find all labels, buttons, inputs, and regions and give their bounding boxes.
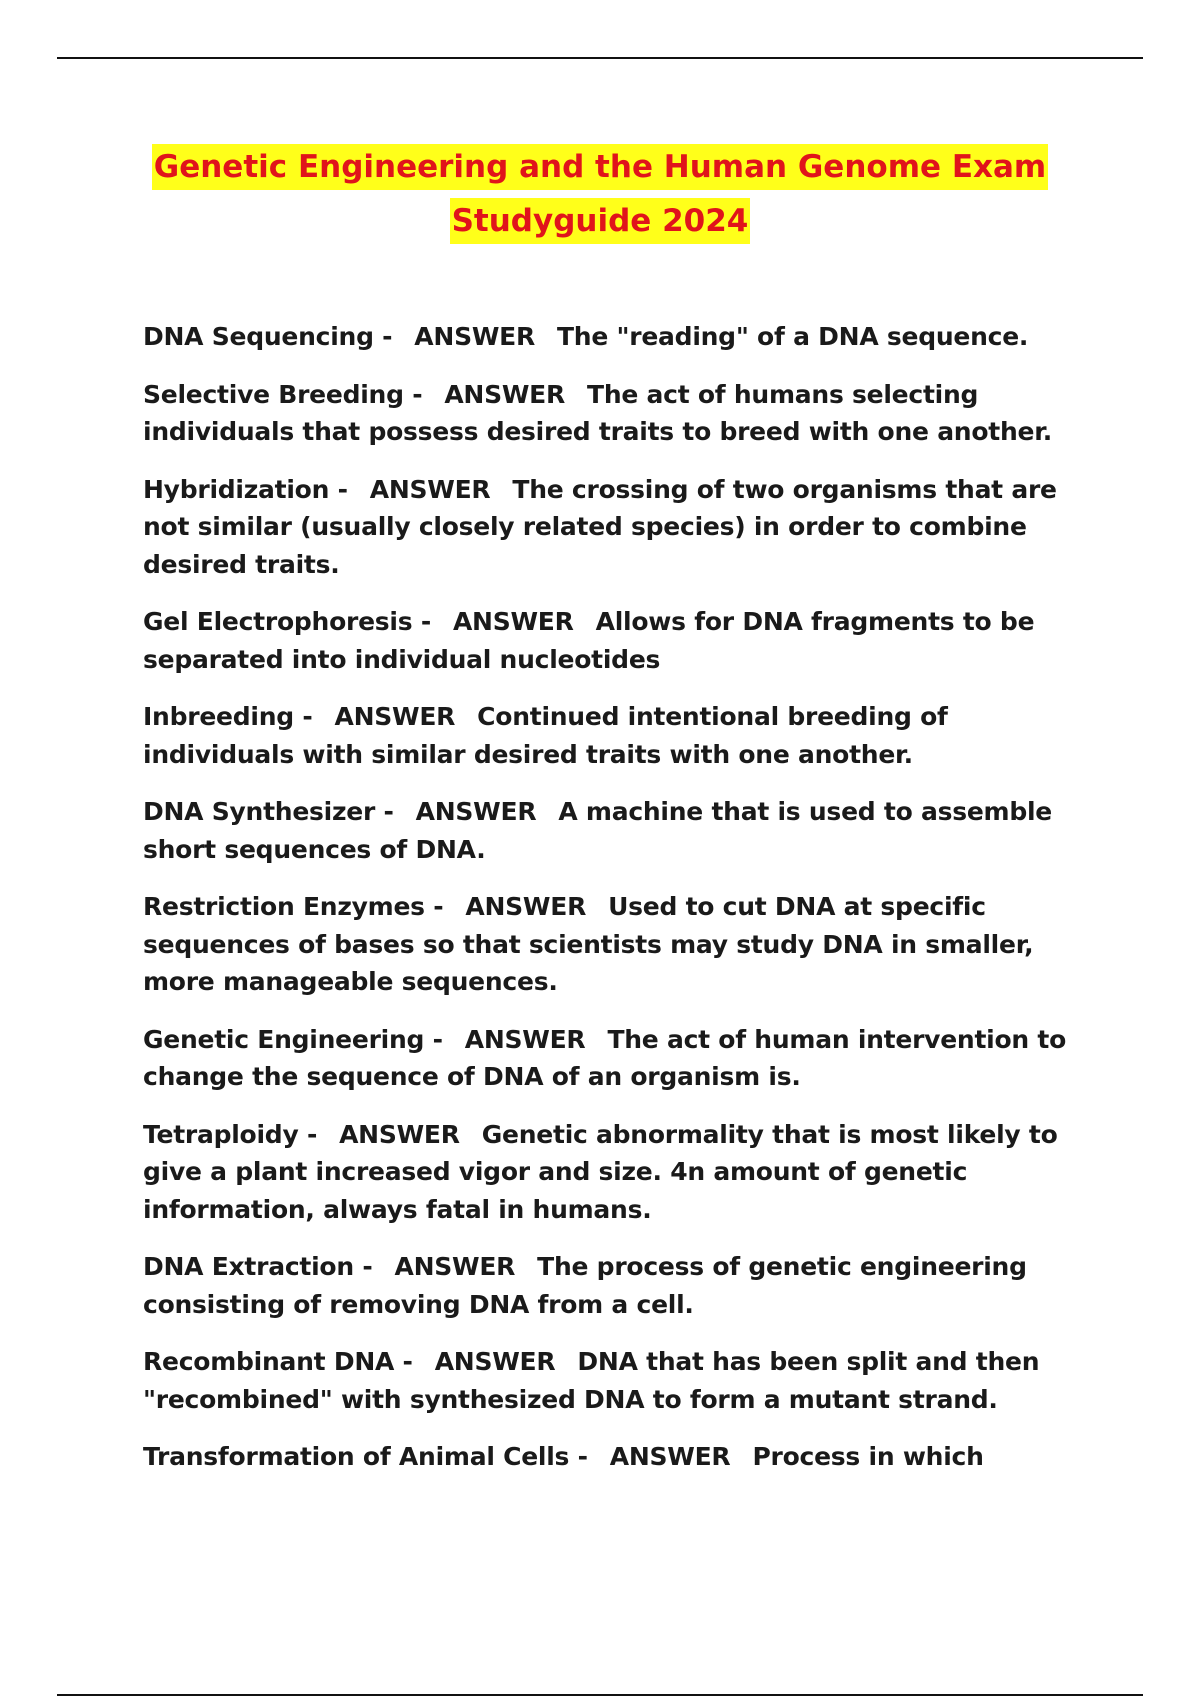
qa-entry-selective-breeding — [143, 376, 1083, 451]
document-title — [0, 140, 1200, 248]
entry-answer-label: ANSWER — [414, 322, 535, 351]
qa-entry-recombinant-dna — [143, 1343, 1083, 1418]
entry-answer-label: ANSWER — [434, 1347, 556, 1376]
entry-definition: Process in which — [752, 1442, 984, 1471]
entry-term: Restriction Enzymes - — [143, 892, 444, 921]
entry-definition: Used to cut DNA at specific sequences of bases so that scientists may study DNA in smaller, more manageable sequences. — [143, 892, 1034, 996]
entry-definition: Continued intentional breeding of individuals with similar desired traits with one another. — [143, 702, 948, 769]
qa-entry-restriction-enzymes — [143, 888, 1083, 1001]
bottom-rule — [57, 1694, 1143, 1696]
title-line-1: Genetic Engineering and the Human Genome Exam — [152, 144, 1048, 190]
entry-definition: The crossing of two organisms that are not similar (usually closely related species) in order to combine desired traits. — [143, 474, 1057, 579]
entry-definition: Allows for DNA fragments to be separated into individual nucleotides — [143, 607, 1035, 674]
entry-answer-label: ANSWER — [415, 797, 537, 826]
entry-answer-label: ANSWER — [609, 1442, 731, 1471]
entry-term: DNA Synthesizer - — [143, 797, 394, 826]
entry-answer-label: ANSWER — [464, 1024, 586, 1054]
qa-entry-tetraploidy — [143, 1116, 1083, 1229]
entry-term: DNA Sequencing - — [143, 322, 393, 351]
qa-entry-transformation-of-animal-cells — [143, 1438, 1083, 1476]
entry-term: Gel Electrophoresis - — [143, 607, 431, 636]
qa-entry-inbreeding — [143, 698, 1083, 773]
entry-answer-label: ANSWER — [452, 607, 574, 636]
qa-entry-genetic-engineering — [143, 1021, 1083, 1096]
entry-definition: DNA that has been split and then "recombined" with synthesized DNA to form a mutant strand. — [143, 1347, 1040, 1414]
entry-answer-label: ANSWER — [394, 1252, 516, 1281]
entry-term: Genetic Engineering - — [143, 1024, 443, 1054]
top-rule — [57, 57, 1143, 59]
entry-definition: The act of humans selecting individuals that possess desired traits to breed with one another. — [143, 379, 1053, 446]
entry-term: DNA Extraction - — [143, 1252, 373, 1281]
entry-answer-label: ANSWER — [334, 702, 456, 731]
title-line-2: Studyguide 2024 — [450, 198, 751, 244]
entry-answer-label: ANSWER — [339, 1119, 460, 1149]
entry-term: Inbreeding - — [143, 702, 313, 731]
qa-entry-dna-synthesizer — [143, 793, 1083, 868]
entry-definition: The "reading" of a DNA sequence. — [556, 322, 1029, 351]
entry-answer-label: ANSWER — [444, 379, 566, 409]
entry-definition: Genetic abnormality that is most likely to give a plant increased vigor and size. 4n amount of genetic information, always fatal in humans. — [143, 1119, 1058, 1224]
qa-entry-dna-extraction — [143, 1248, 1083, 1323]
qa-list — [143, 318, 1083, 1496]
entry-term: Transformation of Animal Cells - — [143, 1442, 588, 1471]
qa-entry-dna-sequencing — [143, 318, 1083, 356]
qa-entry-hybridization — [143, 471, 1083, 584]
entry-answer-label: ANSWER — [465, 892, 587, 921]
entry-term: Recombinant DNA - — [143, 1347, 413, 1376]
entry-term: Selective Breeding - — [143, 379, 423, 409]
entry-definition: The process of genetic engineering consisting of removing DNA from a cell. — [143, 1252, 1027, 1319]
entry-term: Tetraploidy - — [143, 1119, 318, 1149]
entry-term: Hybridization - — [143, 474, 348, 504]
entry-definition: The act of human intervention to change the sequence of DNA of an organism is. — [143, 1024, 1067, 1091]
qa-entry-gel-electrophoresis — [143, 603, 1083, 678]
entry-definition: A machine that is used to assemble short sequences of DNA. — [143, 797, 1053, 864]
entry-answer-label: ANSWER — [369, 474, 491, 504]
